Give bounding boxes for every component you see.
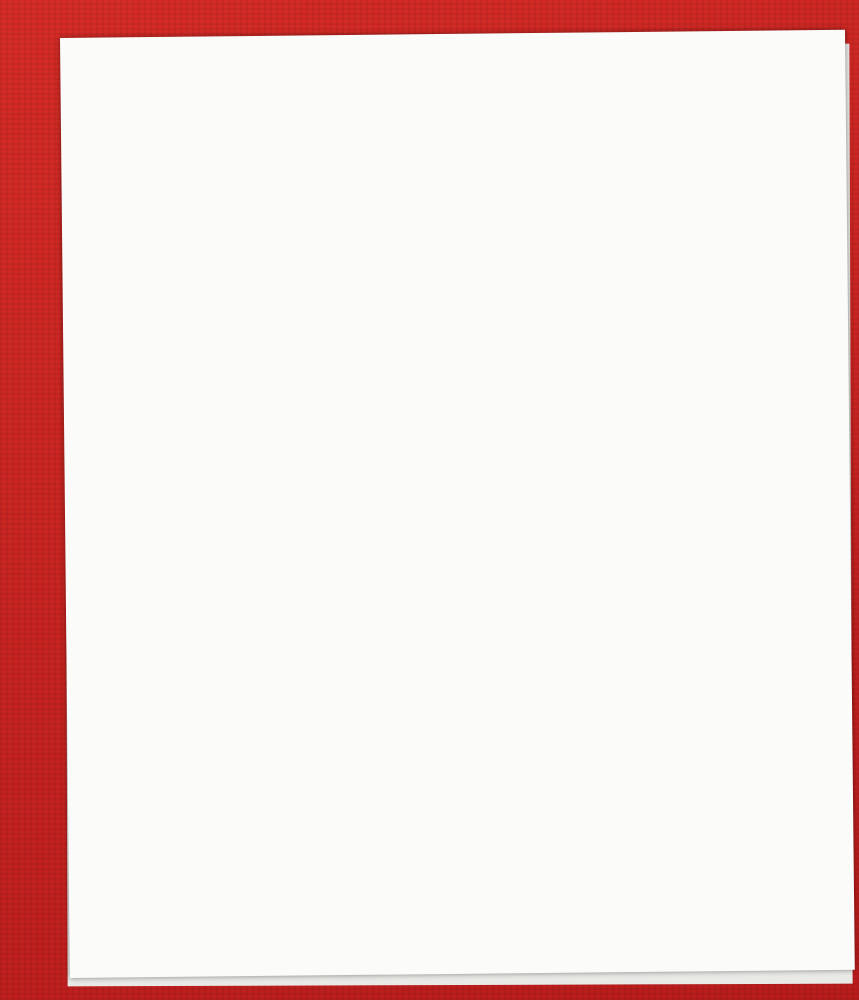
pedigree-bracket-lines [60, 30, 855, 978]
pedigree-page [60, 30, 855, 978]
